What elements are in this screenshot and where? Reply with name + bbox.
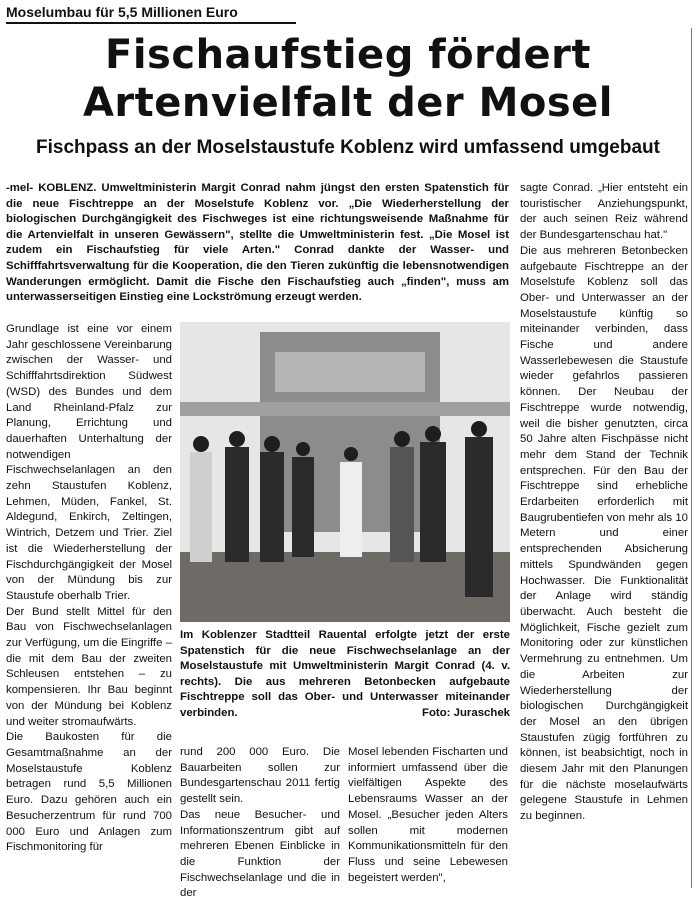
ground: [180, 552, 510, 622]
kicker-underline: [6, 22, 296, 24]
column-1: [6, 322, 172, 856]
subheadline: Fischpass an der Moselstaustufe Koblenz wird umfassend umgebaut: [36, 137, 660, 158]
caption-text: Im Koblenzer Stadtteil Rauental erfolgte jetzt der erste Spatenstich für die neue Fischwechselanlage an der Moselstaustufe mit Umweltministerin Margit Conrad (4. v. rechts). Die aus mehreren Betonbecken aufgebaute Fischtreppe soll das Ober- und Unterwasser miteinander verbinden.: [180, 629, 510, 719]
column-4: [520, 181, 688, 825]
paragraph: rund 200 000 Euro. Die Bauarbeiten sollen zur Bundesgartenschau 2011 fertig gestellt sein.: [180, 746, 340, 806]
headline-line-2: Artenvielfalt der Mosel: [82, 80, 614, 126]
headline-line-1: Fischaufstieg fördert: [105, 32, 591, 78]
paragraph: Mosel lebenden Fischarten und informiert umfassend über die vielfältigen Aspekte des Lebensraums Wasser an der Mosel. „Besucher jeden Alters sollen mit modernen Kommunikationsmitteln für den Fluss und seine Lebewesen begeistert werden",: [348, 746, 508, 884]
paragraph: Das neue Besucher- und Informationszentrum gibt auf mehreren Ebenen Einblicke in die Funktion der Fischwechselanlage und die in der: [180, 808, 340, 900]
paragraph: Die Baukosten für die Gesamtmaßnahme an der Moselstaustufe Koblenz betragen rund 5,5 Millionen Euro. Dazu gehören auch ein Besucherzentrum für rund 700 000 Euro und Anlagen zum Fischmonitoring für: [6, 731, 172, 854]
building-windows: [275, 352, 425, 392]
kicker: Moselumbau für 5,5 Millionen Euro: [6, 4, 238, 20]
paragraph: Der Bund stellt Mittel für den Bau von Fischwechselanlagen zur Verfügung, um die Eingriffe – die mit dem Bau der zweiten Schleusen entstehen – zu kompensieren. Ihr Bau beginnt von der Mündung bei Koblenz und weiter stromaufwärts.: [6, 605, 172, 728]
photo-caption: [180, 628, 510, 722]
column-3: [348, 745, 508, 886]
railing: [180, 402, 510, 416]
column-2: [180, 745, 340, 902]
paragraph: Die aus mehreren Betonbecken aufgebaute Fischtreppe an der Moselstufe Koblenz soll das Ober- und Unterwasser an der Moselstaustufe künftig so miteinander verbinden, dass Fische und andere Wasserlebewesen die Staustufe wieder gefahrlos passieren können. Der Neubau der Fischtreppe wurde notwendig, weil die bisher genutzten, circa 50 Jahre alten Fischpässe nicht mehr dem Stand der Technik entsprechen. Für den Bau der Fischtreppe sind erhebliche Erdarbeiten erforderlich mit Baugrubentiefen von mehr als 10 Metern und einer entsprechenden Absicherung mittels Spundwänden gegen Hochwasser. Die Funktionalität der Anlage wird ständig überwacht. Auch besteht die Möglichkeit, Fische gezielt zum Monitoring oder zur künstlichen Vermehrung zu entnehmen. Um die Arbeiten zur Wiederherstellung der biologischen Durchgängigkeit der Mosel an den übrigen Staustufen zügig fortführen zu können, ist beabsichtigt, noch in diesem Jahr mit den Planungen für die nächste moselaufwärts gelegene Staustufe in Lehmen zu beginnen.: [520, 244, 688, 823]
column-divider: [691, 28, 692, 888]
groundbreaking-photo: [180, 322, 510, 622]
lead-paragraph: -mel- KOBLENZ. Umweltministerin Margit Conrad nahm jüngst den ersten Spatenstich für die neue Fischtreppe an der Moselstufe Koblenz vor. „Die Wiederherstellung der biologischen Durchgängigkeit des Fischweges ist eine richtungsweisende Maßnahme für die Artenvielfalt in unseren Gewässern", stellte die Umweltministerin fest. „Die Mosel ist zudem ein Fischaufstieg für viele Arten." Conrad dankte der Wasser- und Schifffahrtsverwaltung für die Kooperation, die den Tieren zukünftig die lebensnotwendigen Wanderungen ermöglicht. Damit die Fische den Fischaufstieg auch „finden", muss am unterwasserseitigen Einstieg eine Lockströmung erzeugt werden.: [6, 182, 509, 304]
article-photo: [180, 322, 510, 622]
paragraph: sagte Conrad. „Hier entsteht ein touristischer Anziehungspunkt, der auch seinen Reiz während der Bundesgartenschau hat.": [520, 182, 688, 242]
photo-credit: Foto: Juraschek: [422, 706, 510, 719]
paragraph: Grundlage ist eine vor einem Jahr geschlossene Vereinbarung zwischen der Wasser- und Schifffahrtsdirektion Südwest (WSD) des Bundes und dem Land Rheinland-Pfalz zur Planung, Errichtung und dauerhaften Unterhaltung der notwendigen Fischwechselanlagen an den zehn Staustufen Koblenz, Lehmen, Müden, Fankel, St. Aldegund, Enkirch, Zeltingen, Wintrich, Detzem und Trier. Ziel ist die Wiederherstellung der Fischdurchgängigkeit der Mosel von der Mündung bis zur Staustufe oberhalb Trier.: [6, 323, 172, 602]
